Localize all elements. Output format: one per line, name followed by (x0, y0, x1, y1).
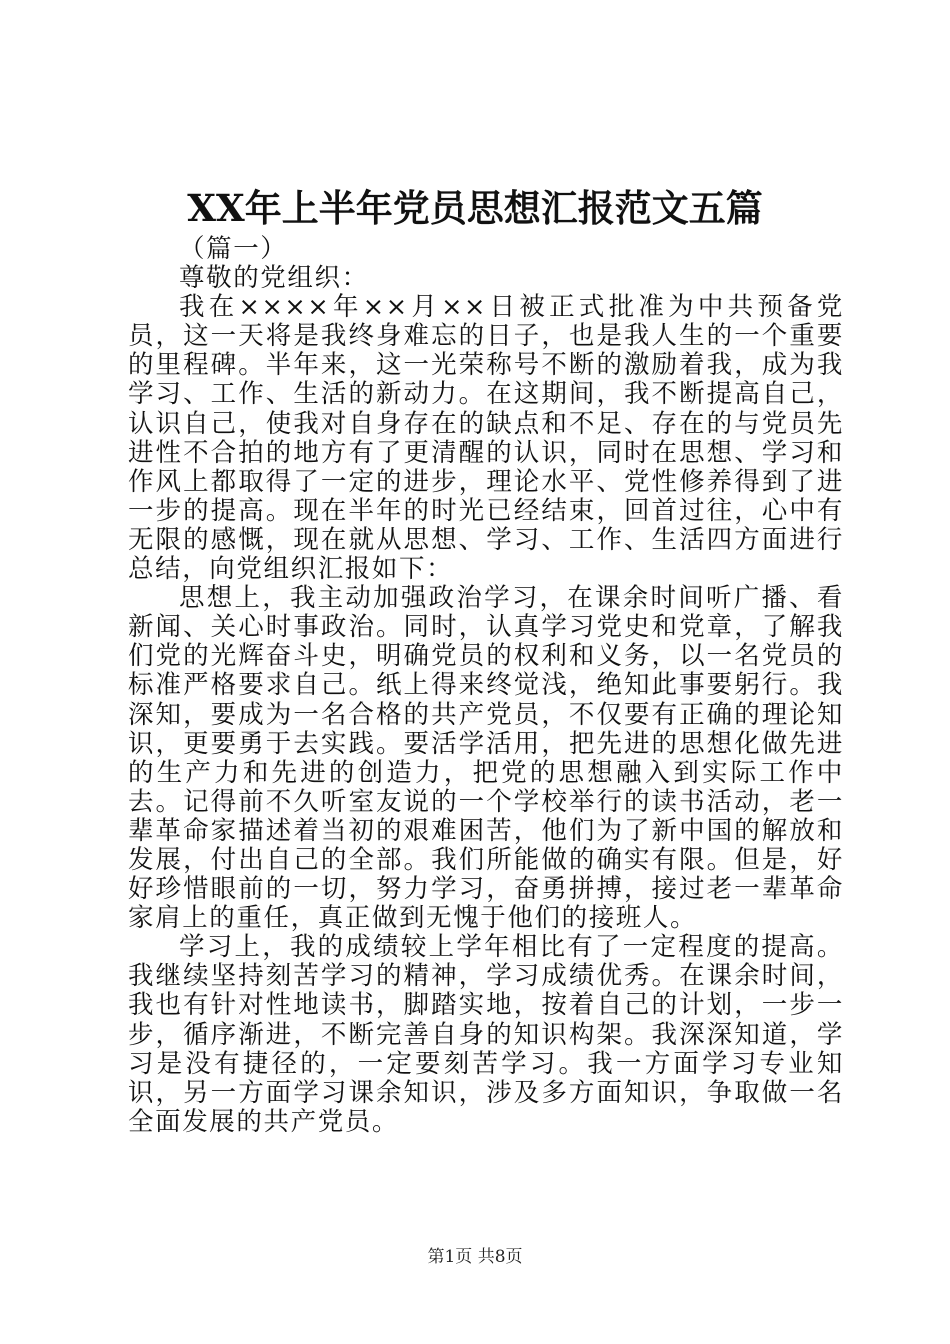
paragraph-study: 学习上，我的成绩较上学年相比有了一定程度的提高。我继续坚持刻苦学习的精神，学习成绩优秀。在课余时间，我也有针对性地读书，脚踏实地，按着自己的计划，一步一步，循序渐进，不断完善自身的知识构架。我深深知道，学习是没有捷径的，一定要刻苦学习。我一方面学习专业知识，另一方面学习课余知识，涉及多方面知识，争取做一名全面发展的共产党员。 (128, 932, 844, 1137)
page-footer: 第1页 共8页 (427, 1247, 523, 1267)
section-label: （篇一） (179, 234, 288, 264)
paragraph-intro: 我在××××年××月××日被正式批准为中共预备党员，这一天将是我终身难忘的日子，也是我人生的一个重要的里程碑。半年来，这一光荣称号不断的激励着我，成为我学习、工作、生活的新动力。在这期间，我不断提高自己，认识自己，使我对自身存在的缺点和不足、存在的与党员先进性不合拍的地方有了更清醒的认识，同时在思想、学习和作风上都取得了一定的进步，理论水平、党性修养得到了进一步的提高。现在半年的时光已经结束，回首过往，心中有无限的感慨，现在就从思想、学习、工作、生活四方面进行总结，向党组织汇报如下： (128, 292, 844, 585)
paragraph-thought: 思想上，我主动加强政治学习，在课余时间听广播、看新闻、关心时事政治。同时，认真学习党史和党章，了解我们党的光辉奋斗史，明确党员的权利和义务，以一名党员的标准严格要求自己。纸上得来终觉浅，绝知此事要躬行。我深知，要成为一名合格的共产党员，不仅要有正确的理论知识，更要勇于去实践。要活学活用，把先进的思想化做先进的生产力和先进的创造力，把党的思想融入到实际工作中去。记得前不久听室友说的一个学校举行的读书活动，老一辈革命家描述着当初的艰难困苦，他们为了新中国的解放和发展，付出自己的全部。我们所能做的确实有限。但是，好好珍惜眼前的一切，努力学习，奋勇拼搏，接过老一辈革命家肩上的重任，真正做到无愧于他们的接班人。 (128, 583, 844, 934)
document-title: XX年上半年党员思想汇报范文五篇 (187, 186, 763, 230)
salutation: 尊敬的党组织： (179, 263, 369, 294)
document-body (128, 235, 844, 1137)
